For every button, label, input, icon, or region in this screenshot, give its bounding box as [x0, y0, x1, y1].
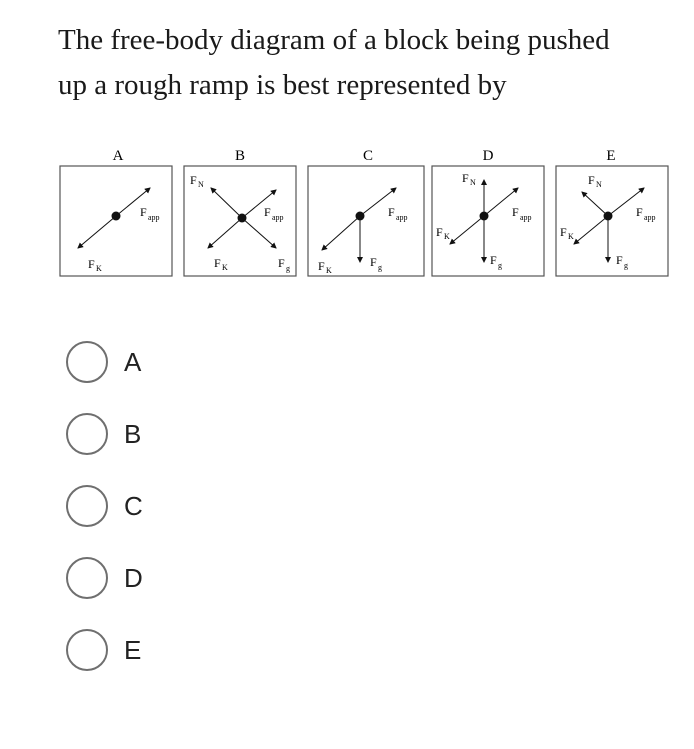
- panel-a: [60, 148, 172, 276]
- svg-text:F: F: [388, 205, 395, 219]
- svg-text:app: app: [520, 213, 532, 222]
- svg-text:N: N: [596, 180, 602, 189]
- question-line-1: The free-body diagram of a block being pushed: [58, 24, 610, 56]
- answer-options: [66, 338, 143, 698]
- svg-text:F: F: [190, 173, 197, 187]
- svg-text:N: N: [198, 180, 204, 189]
- svg-text:app: app: [396, 213, 408, 222]
- option-e-label: E: [124, 634, 142, 665]
- panel-c: [308, 148, 424, 276]
- panel-e: [556, 148, 668, 276]
- option-d[interactable]: [66, 554, 143, 602]
- svg-text:app: app: [644, 213, 656, 222]
- option-a-label: A: [124, 346, 142, 377]
- svg-text:g: g: [624, 261, 628, 270]
- svg-text:K: K: [568, 232, 574, 241]
- svg-text:N: N: [470, 178, 476, 187]
- svg-text:F: F: [436, 225, 443, 239]
- svg-text:F: F: [636, 205, 643, 219]
- radio-e[interactable]: [66, 629, 108, 671]
- svg-text:K: K: [326, 266, 332, 275]
- panel-d-letter: D: [482, 148, 494, 164]
- svg-text:K: K: [222, 263, 228, 272]
- option-b[interactable]: [66, 410, 143, 458]
- svg-text:F: F: [588, 173, 595, 187]
- svg-text:K: K: [444, 232, 450, 241]
- panel-c-letter: C: [362, 148, 374, 164]
- option-b-label: B: [124, 418, 142, 449]
- radio-c[interactable]: [66, 485, 108, 527]
- svg-text:F: F: [88, 257, 95, 271]
- question-line-2: up a rough ramp is best represented by: [58, 69, 507, 101]
- svg-text:F: F: [264, 205, 271, 219]
- svg-text:F: F: [278, 256, 285, 270]
- radio-b[interactable]: [66, 413, 108, 455]
- svg-text:F: F: [318, 259, 325, 273]
- svg-text:F: F: [140, 205, 147, 219]
- svg-text:app: app: [148, 213, 160, 222]
- svg-text:g: g: [498, 261, 502, 270]
- free-body-diagram-figure: [56, 140, 672, 280]
- panel-b: [184, 148, 296, 276]
- radio-a[interactable]: [66, 341, 108, 383]
- free-body-diagram-svg: [56, 140, 672, 280]
- question-text: [58, 18, 678, 108]
- option-c[interactable]: [66, 482, 143, 530]
- option-a[interactable]: [66, 338, 143, 386]
- panel-b-letter: B: [234, 148, 246, 164]
- svg-text:F: F: [462, 171, 469, 185]
- panel-d: [432, 148, 544, 276]
- option-d-label: D: [124, 562, 143, 593]
- svg-text:F: F: [616, 253, 623, 267]
- svg-text:g: g: [286, 264, 290, 273]
- radio-d[interactable]: [66, 557, 108, 599]
- panel-e-letter: E: [606, 148, 616, 164]
- svg-text:F: F: [214, 256, 221, 270]
- panel-a-letter: A: [112, 148, 124, 164]
- option-e[interactable]: [66, 626, 143, 674]
- svg-text:app: app: [272, 213, 284, 222]
- svg-text:F: F: [370, 255, 377, 269]
- svg-text:K: K: [96, 264, 102, 273]
- svg-text:F: F: [512, 205, 519, 219]
- option-c-label: C: [124, 490, 143, 521]
- svg-text:g: g: [378, 263, 382, 272]
- svg-text:F: F: [560, 225, 567, 239]
- svg-text:F: F: [490, 253, 497, 267]
